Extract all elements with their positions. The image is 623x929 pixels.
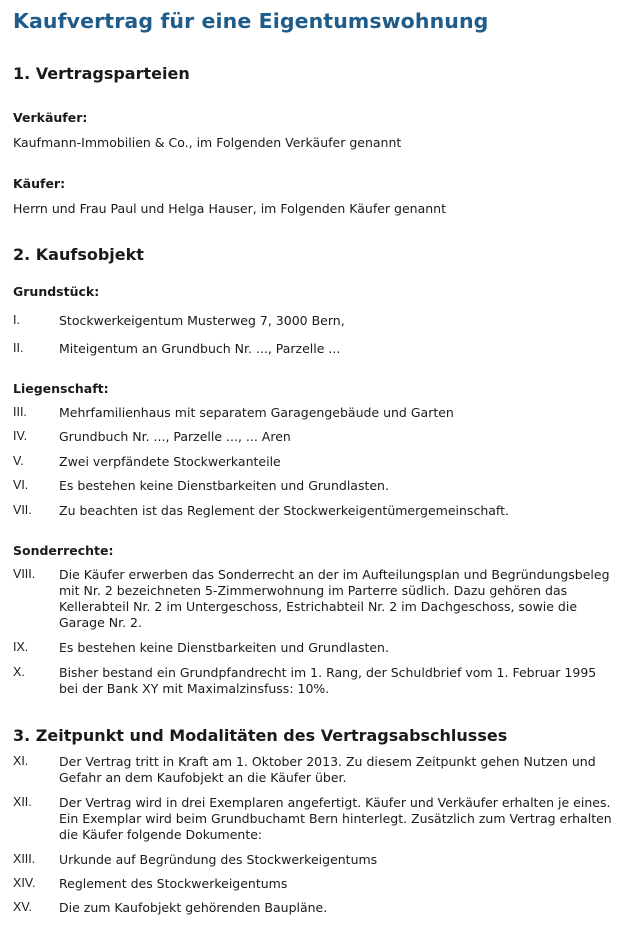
list-item-number: VIII. <box>13 567 36 581</box>
list-item-number: I. <box>13 313 20 327</box>
list-item-number: VII. <box>13 503 32 517</box>
list-item-number: XIV. <box>13 876 36 890</box>
document-title: Kaufvertrag für eine Eigentumswohnung <box>13 9 489 33</box>
list-item-number: II. <box>13 341 24 355</box>
section-heading-vertragsparteien: 1. Vertragsparteien <box>13 64 190 83</box>
list-item-number: IX. <box>13 640 29 654</box>
section-heading-zeitpunkt: 3. Zeitpunkt und Modalitäten des Vertragsabschlusses <box>13 726 508 745</box>
list-item-text: Der Vertrag wird in drei Exemplaren angefertigt. Käufer und Verkäufer erhalten je eines. Ein Exemplar wird beim Grundbuchamt Bern hinterlegt. Zusätzlich zum Vertrag erhalten die Käufer folgende Dokumente: <box>59 795 612 842</box>
list-item-number: XIII. <box>13 852 36 866</box>
list-item-text: Grundbuch Nr. ..., Parzelle ..., ... Aren <box>59 429 291 444</box>
list-item-number: V. <box>13 454 24 468</box>
sonderrechte-label: Sonderrechte: <box>13 543 114 558</box>
list-item-number: X. <box>13 665 25 679</box>
list-item-text: Es bestehen keine Dienstbarkeiten und Grundlasten. <box>59 478 389 493</box>
buyer-label: Käufer: <box>13 176 66 191</box>
list-item-text: Miteigentum an Grundbuch Nr. ..., Parzelle ... <box>59 341 341 356</box>
list-item-number: III. <box>13 405 27 419</box>
list-item-text: Der Vertrag tritt in Kraft am 1. Oktober 2013. Zu diesem Zeitpunkt gehen Nutzen und Gefahr an dem Kaufobjekt an die Käufer über. <box>59 754 596 785</box>
list-item-text: Die Käufer erwerben das Sonderrecht an der im Aufteilungsplan und Begründungsbeleg mit Nr. 2 bezeichneten 5-Zimmerwohnung im Parterre südlich. Dazu gehören das Kellerabteil Nr. 2 im Untergeschoss, Estrichabteil Nr. 2 im Dachgeschoss, sowie die Garage Nr. 2. <box>59 567 610 630</box>
list-item-text: Bisher bestand ein Grundpfandrecht im 1. Rang, der Schuldbrief vom 1. Februar 1995 bei der Bank XY mit Maximalzinsfuss: 10%. <box>59 665 597 696</box>
list-item-number: XV. <box>13 900 33 914</box>
grundstueck-label: Grundstück: <box>13 284 100 299</box>
list-item-text: Mehrfamilienhaus mit separatem Garagengebäude und Garten <box>59 405 454 420</box>
list-item-text: Urkunde auf Begründung des Stockwerkeigentums <box>59 852 378 867</box>
list-item-text: Es bestehen keine Dienstbarkeiten und Grundlasten. <box>59 640 389 655</box>
buyer-text: Herrn und Frau Paul und Helga Hauser, im Folgenden Käufer genannt <box>13 201 446 216</box>
list-item-text: Stockwerkeigentum Musterweg 7, 3000 Bern, <box>59 313 345 328</box>
liegenschaft-label: Liegenschaft: <box>13 381 109 396</box>
seller-label: Verkäufer: <box>13 110 88 125</box>
list-item-number: XII. <box>13 795 32 809</box>
list-item-text: Zwei verpfändete Stockwerkanteile <box>59 454 281 469</box>
list-item-text: Reglement des Stockwerkeigentums <box>59 876 288 891</box>
list-item-number: XI. <box>13 754 29 768</box>
list-item-text: Zu beachten ist das Reglement der Stockwerkeigentümergemeinschaft. <box>59 503 509 518</box>
list-item-number: VI. <box>13 478 29 492</box>
seller-text: Kaufmann-Immobilien & Co., im Folgenden Verkäufer genannt <box>13 135 402 150</box>
list-item-number: IV. <box>13 429 28 443</box>
list-item-text: Die zum Kaufobjekt gehörenden Baupläne. <box>59 900 328 915</box>
section-heading-kaufsobjekt: 2. Kaufsobjekt <box>13 245 144 264</box>
